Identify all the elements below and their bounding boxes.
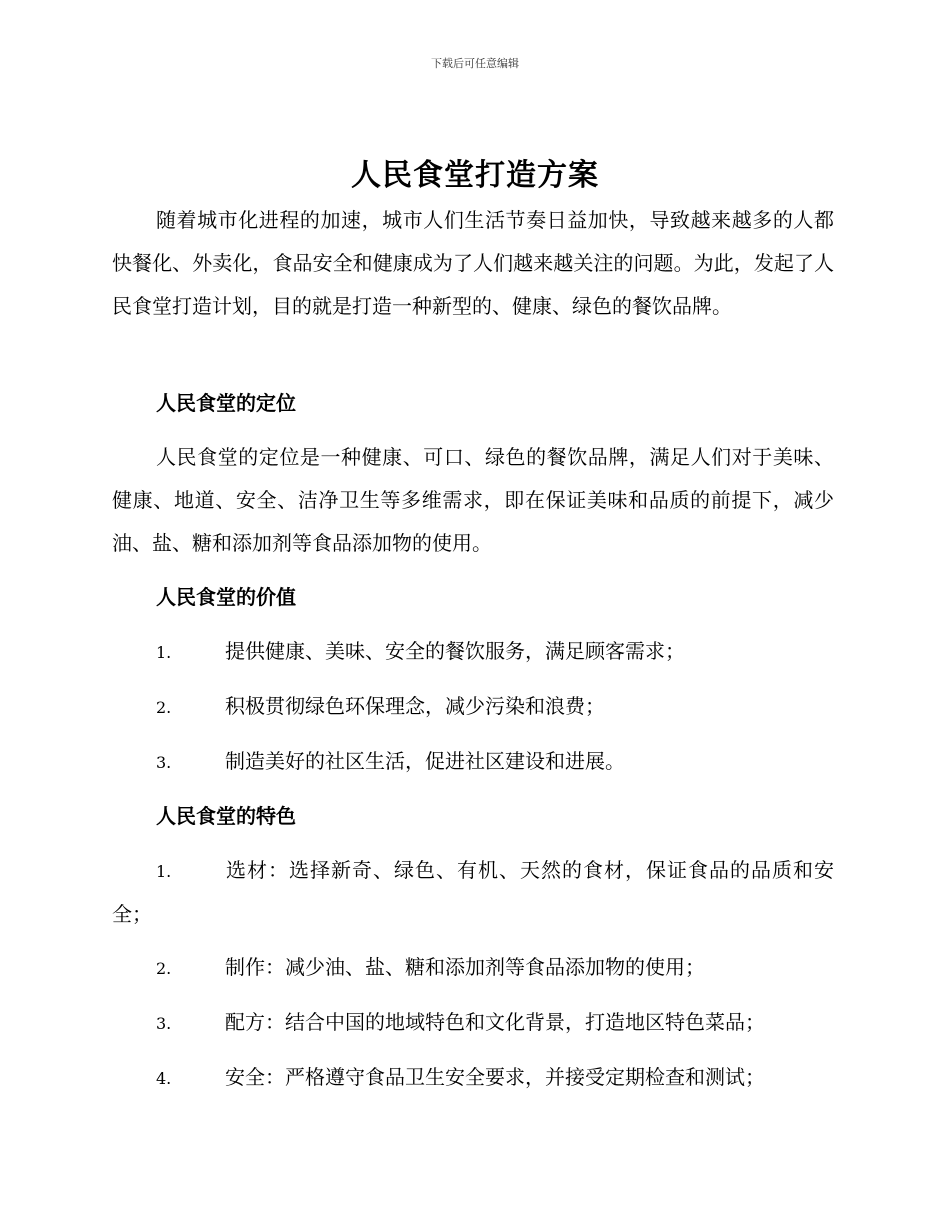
features-list-item [112,849,834,936]
section-heading-features: 人民食堂的特色 [156,804,296,828]
list-number: 4. [156,1069,172,1088]
list-text: 制造美好的社区生活，促进社区建设和进展。 [225,749,625,773]
section-heading-value: 人民食堂的价值 [156,585,296,609]
list-text: 安全：严格遵守食品卫生安全要求，并接受定期检查和测试； [225,1065,765,1089]
list-text: 积极贯彻绿色环保理念，减少污染和浪费； [225,694,605,718]
list-text: 制作：减少油、盐、糖和添加剂等食品添加物的使用； [225,955,705,979]
value-list-item [112,630,834,674]
features-list-item [112,1056,834,1100]
list-text: 配方：结合中国的地域特色和文化背景，打造地区特色菜品； [225,1010,765,1034]
list-number: 2. [156,959,172,978]
value-list-item [112,740,834,784]
positioning-paragraph: 人民食堂的定位是一种健康、可口、绿色的餐饮品牌，满足人们对于美味、健康、地道、安全、洁净卫生等多维需求，即在保证美味和品质的前提下，减少油、盐、糖和添加剂等食品添加物的使用。 [112,445,834,555]
document-title: 人民食堂打造方案 [351,158,599,193]
list-text: 提供健康、美味、安全的餐饮服务，满足顾客需求； [225,639,685,663]
page-header-note: 下载后可任意编辑 [431,57,519,70]
list-number: 3. [156,1014,172,1033]
intro-paragraph: 随着城市化进程的加速，城市人们生活节奏日益加快，导致越来越多的人都快餐化、外卖化，食品安全和健康成为了人们越来越关注的问题。为此，发起了人民食堂打造计划，目的就是打造一种新型的、健康、绿色的餐饮品牌。 [112,208,834,318]
list-number: 3. [156,753,172,772]
value-list-item [112,685,834,729]
list-number: 1. [156,862,172,881]
section-heading-positioning: 人民食堂的定位 [156,391,296,415]
features-list-item [112,946,834,990]
list-number: 1. [156,643,172,662]
list-number: 2. [156,698,172,717]
list-text: 选材：选择新奇、绿色、有机、天然的食材，保证食品的品质和安全； [112,858,834,926]
features-list-item [112,1001,834,1045]
